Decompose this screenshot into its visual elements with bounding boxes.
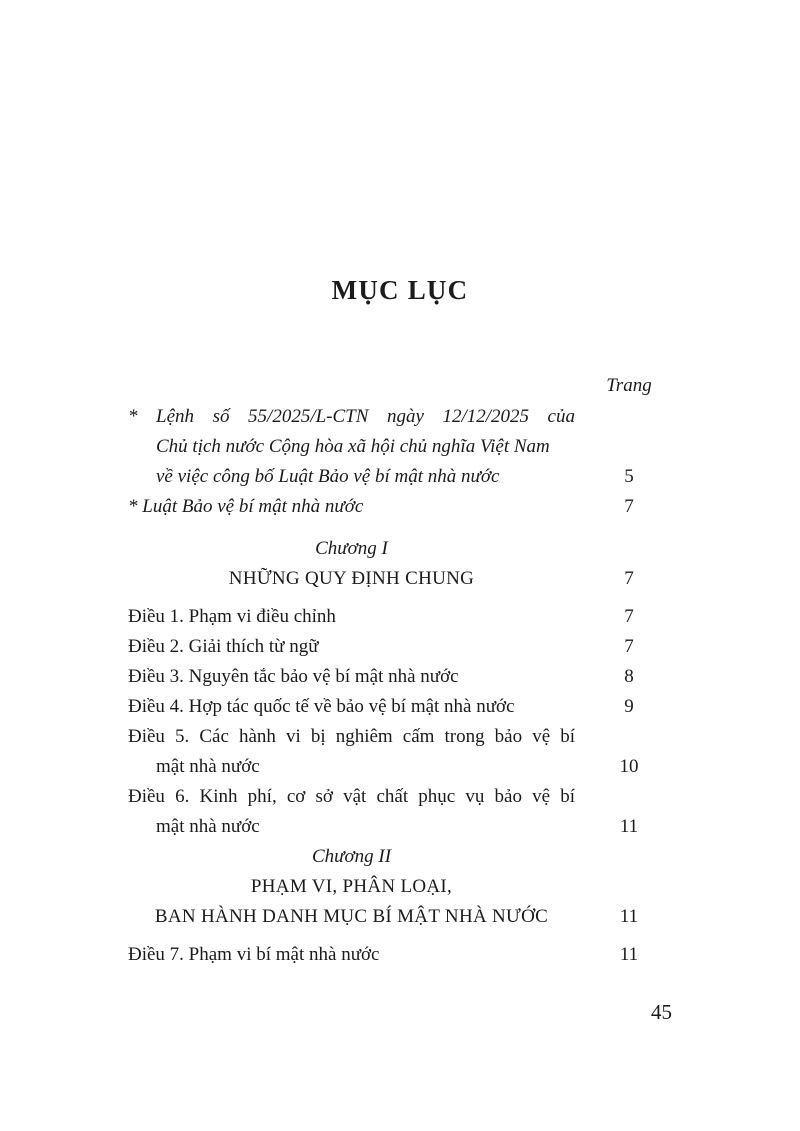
toc-entry-dieu-3[interactable] xyxy=(128,662,672,692)
toc-entry-text xyxy=(128,632,575,662)
toc-chapter-name: NHỮNG QUY ĐỊNH CHUNG xyxy=(228,568,475,589)
toc-page-number: 11 xyxy=(619,944,639,965)
toc-entry-line: Chủ tịch nước Cộng hòa xã hội chủ nghĩa Việt Nam xyxy=(156,436,550,457)
toc-entry-text xyxy=(128,402,575,492)
toc-page-number: 8 xyxy=(624,666,634,687)
toc-entry-dieu-5[interactable] xyxy=(128,722,672,782)
toc-entry-dieu-6[interactable] xyxy=(128,782,672,842)
toc-entry-dieu-7[interactable] xyxy=(128,940,672,970)
spacer xyxy=(128,594,672,602)
toc-entry-line: mật nhà nước xyxy=(156,756,260,777)
toc-entry-text xyxy=(128,602,575,632)
toc-entry-line: Điều 7. Phạm vi bí mật nhà nước xyxy=(128,944,380,965)
column-header-row xyxy=(128,372,672,402)
toc-page-number: 7 xyxy=(624,496,634,517)
toc-entry-line: Điều 1. Phạm vi điều chỉnh xyxy=(128,606,336,627)
page-title: MỤC LỤC xyxy=(331,275,469,305)
toc-entry-line: * Luật Bảo vệ bí mật nhà nước xyxy=(128,496,364,517)
toc-page-number: 11 xyxy=(619,816,639,837)
toc-entry-text xyxy=(128,940,575,970)
toc-page-number: 5 xyxy=(624,466,634,487)
toc-entry-dieu-4[interactable] xyxy=(128,692,672,722)
toc-entry-text xyxy=(128,662,575,692)
toc-entry-dieu-1[interactable] xyxy=(128,602,672,632)
page-folio: 45 xyxy=(651,1000,672,1024)
toc-entry-text xyxy=(128,782,575,842)
toc-entry-line: Điều 3. Nguyên tắc bảo vệ bí mật nhà nước xyxy=(128,666,459,687)
toc-entry-line: Điều 2. Giải thích từ ngữ xyxy=(128,636,319,657)
toc-entry-text xyxy=(128,492,575,522)
toc-entry-lenh[interactable] xyxy=(128,402,672,492)
toc-chapter-2[interactable] xyxy=(128,842,672,932)
page-column-header: Trang xyxy=(606,375,652,396)
spacer xyxy=(128,522,672,534)
toc-chapter-name: BAN HÀNH DANH MỤC BÍ MẬT NHÀ NƯỚC xyxy=(154,906,549,927)
toc-entry-dieu-2[interactable] xyxy=(128,632,672,662)
toc-chapter-number: Chương I xyxy=(315,538,388,559)
toc-page-number: 11 xyxy=(619,906,639,927)
toc-page-number: 7 xyxy=(624,636,634,657)
toc-entry-line: Điều 4. Hợp tác quốc tế về bảo vệ bí mật nhà nước xyxy=(128,696,515,717)
toc-entry-line: về việc công bố Luật Bảo vệ bí mật nhà nước xyxy=(156,466,500,487)
toc-entry-line: mật nhà nước xyxy=(156,816,260,837)
toc-entry-line: * Lệnh số 55/2025/L-CTN ngày 12/12/2025 của xyxy=(128,406,575,427)
toc-entry-text xyxy=(128,692,575,722)
toc-entry-luat[interactable] xyxy=(128,492,672,522)
toc-entry-line: Điều 6. Kinh phí, cơ sở vật chất phục vụ bảo vệ bí xyxy=(128,786,575,807)
toc-chapter-number: Chương II xyxy=(311,846,392,867)
toc-page-number: 9 xyxy=(624,696,634,717)
toc-entry-line: Điều 5. Các hành vi bị nghiêm cấm trong bảo vệ bí xyxy=(128,726,575,747)
toc-chapter-text xyxy=(128,534,575,594)
toc-chapter-1[interactable] xyxy=(128,534,672,594)
toc-page-number: 10 xyxy=(619,756,639,777)
toc-page-number: 7 xyxy=(624,568,634,589)
toc-chapter-text xyxy=(128,842,575,932)
toc-entry-text xyxy=(128,722,575,782)
spacer xyxy=(128,932,672,940)
toc-page-number: 7 xyxy=(624,606,634,627)
table-of-contents xyxy=(128,372,672,970)
toc-chapter-name: PHẠM VI, PHÂN LOẠI, xyxy=(250,876,453,897)
